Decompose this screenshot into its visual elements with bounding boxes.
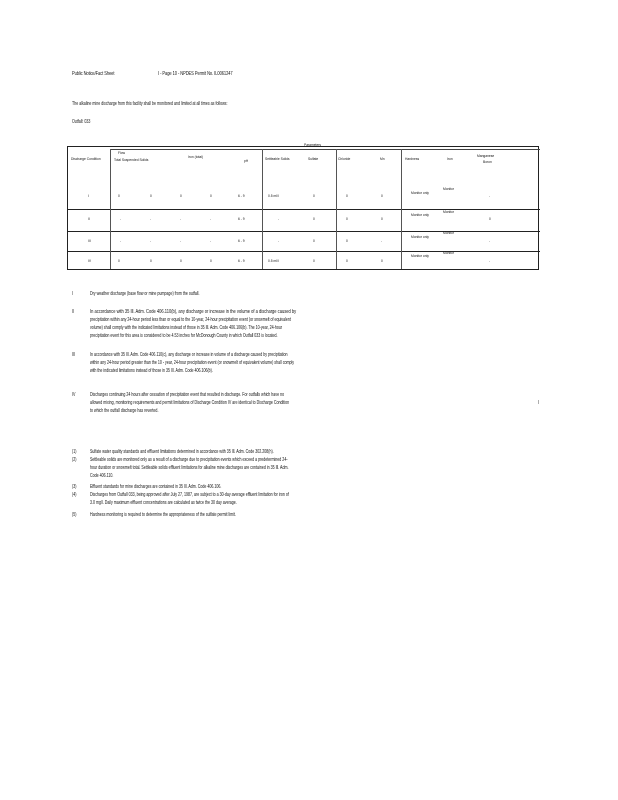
table-cell: - [150,217,152,221]
note-text: hour duration or snowmelt total. Settleable solids effluent limitations for alkaline mine discharges are contained in 35 Ill. Adm. [90,465,289,471]
header-rule [68,209,540,210]
col-head: Mn [380,157,385,161]
table-cell: 0 [313,259,315,263]
table-cell: - [489,259,491,263]
col-head: Total Suspended Solids [114,158,149,162]
table-cell: - [180,239,182,243]
header-right: I - Page 10 - NPDES Permit No. IL0061247 [158,71,233,77]
col-head: Discharge Condition [71,157,101,161]
condition-number: III [72,352,76,358]
note-text: Code 406.110. [90,473,114,479]
heading-rule [110,149,540,150]
table-cell: - [489,239,491,243]
condition-number: II [72,309,75,315]
note-text: Sulfate water quality standards and effluent limitations determined in accordance with 35 Ill. Adm. Code 302.208(h). [90,449,274,455]
condition-text: allowed mixing, monitoring requirements and permit limitations of Discharge Condition IV are identical to Discharge Condition [90,400,290,406]
note-number: (3) [72,484,77,490]
col-rule [110,149,111,269]
col-rule [336,149,337,269]
col-head: Sulfate [308,157,319,161]
table-cell: 0 [346,259,348,263]
table-cell: Monitor only [411,254,429,258]
row-rule [68,251,540,252]
table-cell: 0 [313,239,315,243]
table-cell: - [489,194,491,198]
col-head: pH [244,159,249,163]
table-cell: 0 [346,217,348,221]
col-head: Iron [447,157,453,161]
note-text: Hardness monitoring is required to determine the appropriateness of the sulfate permit limit. [90,512,236,518]
table-cell: 0 [313,217,315,221]
table-cell: 0 [489,217,491,221]
note-number: (1) [72,449,77,455]
note-number: (2) [72,457,77,463]
note-text: Settleable solids are monitored only as a result of a discharge due to precipitation events which exceed a predetermined 24- [90,457,288,463]
table-cell: 0 [313,194,315,198]
parameters-heading: Parameters [304,143,322,147]
note-number: (5) [72,512,77,518]
table-cell: 0 [346,194,348,198]
col-head: Iron (total) [188,155,204,159]
table-cell: 0 [381,259,383,263]
table-cell: - [210,239,212,243]
table-cell: 0 [210,194,212,198]
condition-text: precipitation within any 24-hour period less than or equal to the 10-year, 24-hour precipitation event (or snowmelt of equivalent [90,317,291,323]
table-cell: 0 [118,194,120,198]
table-cell: 0 [150,259,152,263]
limits-table [67,143,539,270]
table-cell: 0.5 ml/l [268,194,279,198]
table-cell: Monitor only [411,213,429,217]
table-cell: 0 [180,259,182,263]
note-text: Discharges from Outfall 033, being approved after July 27, 1987, are subject to a 30-day average effluent limitation for iron of [90,492,289,498]
condition-text: to which the outfall discharge has reverted. [90,408,159,414]
condition-text: precipitation event for this area is considered to be 4.53 inches for McDonough County in which Outfall 033 is located. [90,333,278,339]
table-cell: - [278,239,280,243]
table-cell: 0 [150,194,152,198]
col-rule [262,149,263,269]
row-condition: III [88,239,91,243]
table-cell: Monitor only [411,235,429,239]
table-cell: 6 - 9 [238,194,245,198]
condition-text: within any 24-hour period greater than the 10 - year, 24-hour precipitation event (or snowmelt of equivalent volume) shall comply [90,360,295,366]
condition-number: I [72,291,74,297]
col-head: Flow [118,151,125,155]
condition-text: In accordance with 35 Ill. Adm. Code 406.110(c), any discharge or increase in volume of a discharge caused by precipitation [90,352,288,358]
table-cell: 0 [381,217,383,221]
row-rule [68,231,540,232]
table-cell: - [381,239,383,243]
row-condition: IV [88,259,92,263]
outfall-label: Outfall: 033 [72,119,91,125]
condition-text: with the indicated limitations instead of those in 35 Ill. Adm. Code 406.106(b). [90,368,213,374]
table-cell: Monitor [443,210,454,214]
table-cell: 6 - 9 [238,259,245,263]
table-cell: 0 [210,259,212,263]
table-cell: 0 [346,239,348,243]
condition-text: Dry weather discharge (base flow or mine pumpage) from the outfall. [90,291,200,297]
table-cell: Monitor [443,251,454,255]
table-cell: 6 - 9 [238,239,245,243]
table-cell: - [278,217,280,221]
table-cell: Monitor only [411,191,429,195]
table-cell: 0.5 ml/l [268,259,279,263]
note-text: Effluent standards for mine discharges are contained in 35 Ill. Adm. Code 406.106. [90,484,222,490]
col-head: Chloride [338,157,351,161]
table-cell: Monitor [443,187,454,191]
col-head: Hardness [405,157,420,161]
note-number: (4) [72,492,77,498]
header-left: Public Notice/Fact Sheet [72,71,115,77]
table-cell: Monitor [443,231,454,235]
condition-number: IV [72,392,76,398]
col-head: Boron [483,160,492,164]
table-cell: - [180,217,182,221]
table-cell: - [120,217,122,221]
row-condition: II [88,217,90,221]
condition-text: volume) shall comply with the indicated limitations instead of those in 35 Ill. Adm. Code 406.106(b). The 10-year, 24-hour [90,325,283,331]
condition-trailing: I [538,400,540,406]
table-cell: 6 - 9 [238,217,245,221]
col-head: Manganese [477,154,495,158]
condition-text: Discharges continuing 24 hours after cessation of precipitation event that resulted in discharge. For outfalls which have no [90,392,285,398]
table-cell: 0 [180,194,182,198]
condition-text: In accordance with 35 Ill. Adm. Code 406.110(b), any discharge or increase in the volume of a discharge caused by [90,309,297,315]
table-cell: - [210,217,212,221]
row-condition: I [88,194,89,198]
table-cell: - [120,239,122,243]
table-cell: 0 [118,259,120,263]
intro-text: The alkaline mine discharge from this facility shall be monitored and limited at all times as follows: [72,101,228,107]
col-rule [401,149,402,269]
note-text: 3.0 mg/l. Daily maximum effluent concentrations are calculated as twice the 30 day average. [90,500,237,506]
col-head: Settleable Solids [265,157,290,161]
table-cell: 0 [381,194,383,198]
table-cell: - [150,239,152,243]
